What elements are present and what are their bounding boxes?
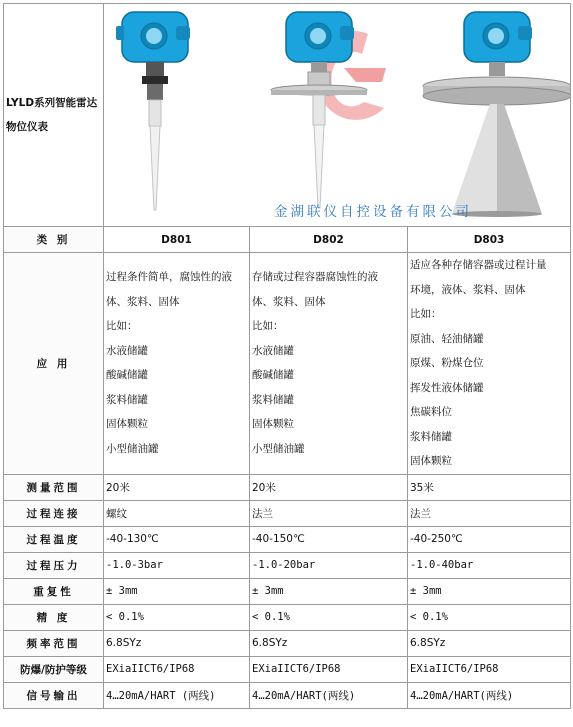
series-title: LYLD系列智能雷达物位仪表 — [4, 4, 104, 227]
d802-product-image — [266, 8, 376, 213]
product-images — [104, 4, 571, 227]
spec-value: 螺纹 — [104, 500, 250, 526]
app-line: 挥发性液体储罐 — [410, 381, 484, 394]
app-line: 原油、轻油储罐 — [410, 332, 484, 345]
spec-value: 法兰 — [408, 500, 571, 526]
spec-value: -40-130℃ — [104, 526, 250, 552]
app-line: 酸碱储罐 — [106, 369, 148, 382]
app-line: 小型储油罐 — [106, 442, 159, 455]
app-line: 焦碳料位 — [410, 406, 452, 418]
app-line: 体、浆料、固体 — [106, 295, 180, 308]
app-line: 固体颗粒 — [106, 418, 148, 431]
spec-label-temperature: 过程温度 — [4, 526, 104, 552]
spec-value: 4…20mA/HART(两线) — [250, 682, 408, 708]
app-line: 体、浆料、固体 — [252, 295, 326, 308]
spec-value: -1.0-3bar — [104, 552, 250, 578]
app-line: 小型储油罐 — [252, 442, 305, 455]
spec-label-range: 测量范围 — [4, 474, 104, 500]
spec-value: -1.0-20bar — [250, 552, 408, 578]
application-label: 应 用 — [4, 253, 104, 475]
application-d802 — [250, 253, 408, 475]
app-line: 酸碱储罐 — [252, 369, 294, 382]
spec-value: -40-150℃ — [250, 526, 408, 552]
spec-value: -1.0-40bar — [408, 552, 571, 578]
d801-product-image — [114, 8, 204, 213]
app-line: 固体颗粒 — [252, 418, 294, 431]
spec-value: ± 3mm — [250, 578, 408, 604]
spec-value: EXiaIICT6/IP68 — [408, 656, 571, 682]
model-d801: D801 — [104, 227, 250, 253]
spec-value: < 0.1% — [250, 604, 408, 630]
app-line: 水液储罐 — [252, 344, 294, 357]
application-d803 — [408, 253, 571, 475]
spec-table — [3, 3, 571, 709]
spec-label-connection: 过程连接 — [4, 500, 104, 526]
spec-label-frequency: 频率范围 — [4, 630, 104, 656]
spec-value: EXiaIICT6/IP68 — [250, 656, 408, 682]
spec-value: 6.8SYz — [250, 630, 408, 656]
app-line: 存储或过程容器腐蚀性的液 — [252, 271, 378, 284]
app-line: 环境，液体、浆料、固体 — [410, 283, 526, 296]
spec-value: -40-250℃ — [408, 526, 571, 552]
company-watermark: 金湖联仪自控设备有限公司 — [274, 204, 472, 220]
spec-value: 6.8SYz — [408, 630, 571, 656]
spec-value: ± 3mm — [104, 578, 250, 604]
spec-value: EXiaIICT6/IP68 — [104, 656, 250, 682]
app-line: 浆料储罐 — [106, 393, 148, 406]
app-line: 比如： — [252, 320, 284, 333]
spec-value: 4…20mA/HART(两线) — [408, 682, 571, 708]
app-line: 原煤、粉煤仓位 — [410, 357, 484, 369]
spec-value: < 0.1% — [408, 604, 571, 630]
d803-product-image — [420, 8, 570, 218]
spec-value: ± 3mm — [408, 578, 571, 604]
application-d801 — [104, 253, 250, 475]
app-line: 适应各种存储容器或过程计量 — [410, 259, 547, 271]
app-line: 水液储罐 — [106, 344, 148, 357]
app-line: 比如： — [410, 308, 442, 320]
spec-value: 法兰 — [250, 500, 408, 526]
spec-value: < 0.1% — [104, 604, 250, 630]
spec-value: 20米 — [250, 474, 408, 500]
spec-label-output: 信号输出 — [4, 682, 104, 708]
spec-label-pressure: 过程压力 — [4, 552, 104, 578]
app-line: 比如： — [106, 320, 138, 333]
app-line: 过程条件简单，腐蚀性的液 — [106, 271, 232, 284]
spec-value: 20米 — [104, 474, 250, 500]
app-line: 浆料储罐 — [252, 393, 294, 406]
spec-label-protection: 防爆/防护等级 — [4, 656, 104, 682]
app-line: 浆料储罐 — [410, 430, 452, 443]
model-d802: D802 — [250, 227, 408, 253]
model-d803: D803 — [408, 227, 571, 253]
spec-label-accuracy: 精 度 — [4, 604, 104, 630]
spec-value: 35米 — [408, 474, 571, 500]
app-line: 固体颗粒 — [410, 455, 452, 467]
spec-value: 4…20mA/HART (两线) — [104, 682, 250, 708]
spec-value: 6.8SYz — [104, 630, 250, 656]
spec-label-repeatability: 重复性 — [4, 578, 104, 604]
category-label: 类 别 — [4, 227, 104, 253]
